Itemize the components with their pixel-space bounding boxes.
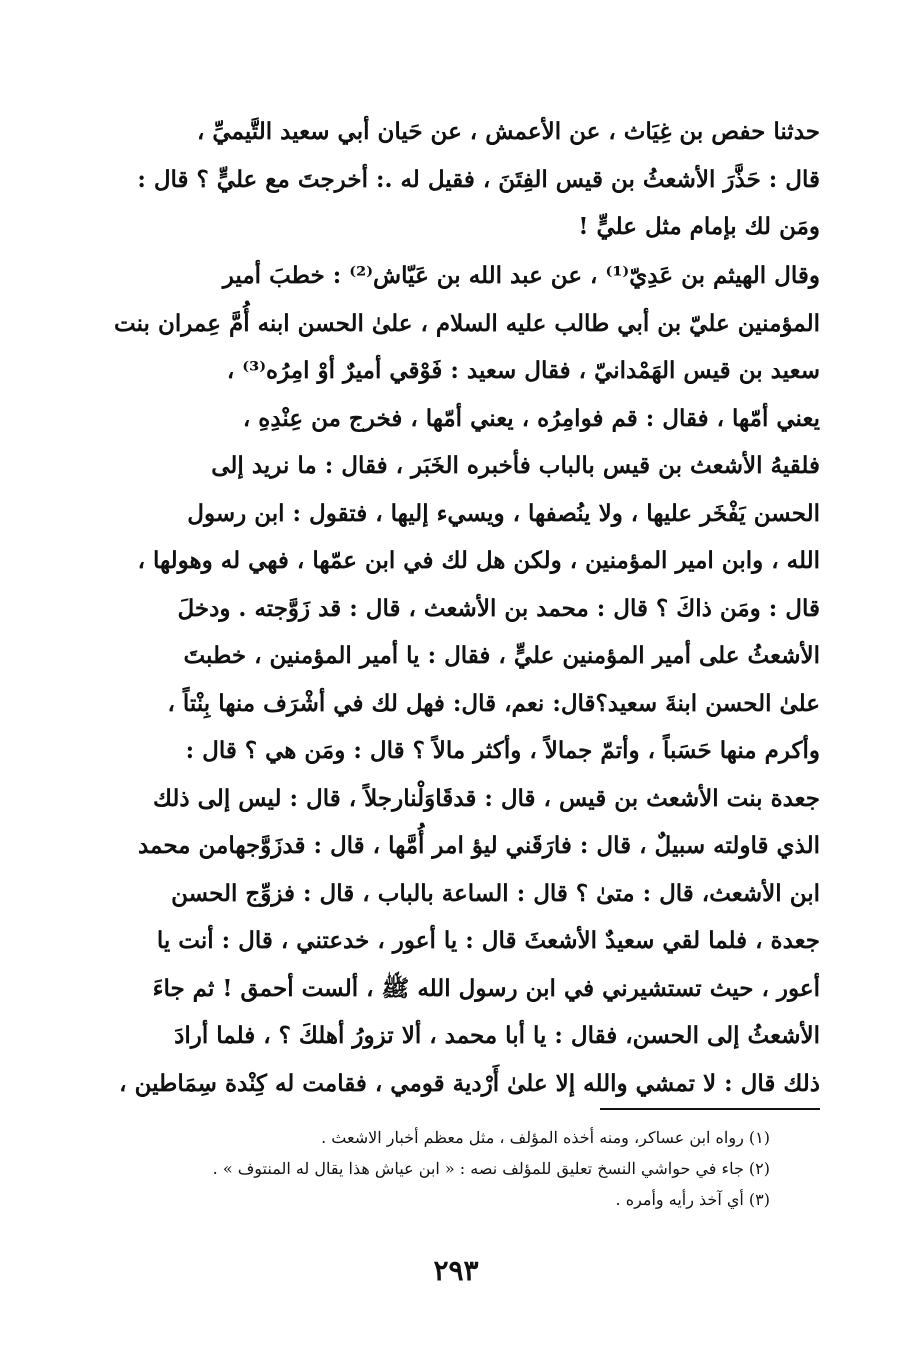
text-line: علىٰ الحسن ابنةَ سعيد؟قال: نعم، قال: فهل لك في أشْرَف منها بِنْتاً ، — [167, 689, 820, 717]
text-line: سعيد بن قيس الهَمْدانيّ ، فقال سعيد : فَوْقي أميرٌ أوْ امِرُه⁽³⁾ ، — [226, 357, 820, 384]
footnote-separator — [600, 1108, 820, 1110]
text-line: حدثنا حفص بن غِيَاث ، عن الأعمش ، عن حَيان أبي سعيد التَّيميِّ ، — [196, 118, 820, 145]
paragraph-2 — [95, 252, 820, 1107]
text-line: قال : حَذَّرَ الأشعثُ بن قيس الفِتَنَ ، فقيل له .: أخرجتَ مع عليٍّ ؟ قال : — [137, 165, 820, 193]
footnote-3: (٣) أي آخذ رأيه وأمره . — [615, 1190, 770, 1209]
text-line: وقال الهيثم بن عَدِيّ⁽¹⁾ ، عن عبد الله بن عَيّاش⁽²⁾ : خطبَ أمير — [222, 262, 820, 289]
footnote-2: (٢) جاء في حواشي النسخ تعليق للمؤلف نصه : « ابن عياش هذا يقال له المنتوف » . — [212, 1159, 770, 1178]
text-line: يعني أمّها ، فقال : قم فوامِرُه ، يعني أمّها ، فخرج من عِنْدِهِ ، — [242, 404, 820, 432]
text-line: الله ، وابن امير المؤمنين ، ولكن هل لك في ابن عمّها ، فهي له وهولها ، — [137, 547, 820, 574]
footnote-1: (١) رواه ابن عساكر، ومنه أخذه المؤلف ، مثل معظم أخبار الاشعث . — [321, 1128, 770, 1147]
text-line: قال : ومَن ذاكَ ؟ قال : محمد بن الأشعث ، قال : قد زَوَّجته . ودخلَ — [177, 594, 820, 622]
text-line: ذلك قال : لا تمشي والله إلا علىٰ أَرْدية قومي ، فقامت له كِنْدة سِمَاطين ، — [119, 1069, 820, 1097]
text-line: فلقيهُ الأشعث بن قيس بالباب فأخبره الخَبَر ، فقال : ما نريد إلى — [211, 452, 820, 479]
footnotes — [95, 1122, 770, 1215]
page-number: ٢٩٣ — [433, 1254, 479, 1287]
paragraph-1 — [95, 108, 820, 251]
text-line: جعدة بنت الأشعث بن قيس ، قال : قدقَاوَلْنارجلاً ، قال : ليس إلى ذلك — [153, 784, 820, 812]
text-line: جعدة ، فلما لقي سعيدٌ الأشعثَ قال : يا أعور ، خدعتني ، قال : أنت يا — [156, 927, 820, 954]
text-line: الذي قاولته سبيلٌ ، قال : فارَقَني ليؤ امر أُمَّها ، قال : قدزَوَّجهامن محمد — [137, 832, 820, 859]
text-line: ابن الأشعث، قال : متىٰ ؟ قال : الساعة بالباب ، قال : فزوِّج الحسن — [171, 879, 820, 907]
text-line: أعور ، حيث تستشيرني في ابن رسول الله ﷺ ، ألست أحمق ! ثم جاءَ — [152, 974, 820, 1002]
text-line: الأشعثُ على أمير المؤمنين عليٍّ ، فقال : يا أمير المؤمنين ، خطبتَ — [183, 642, 820, 669]
text-line: وأكرم منها حَسَباً ، وأتمّ جمالاً ، وأكثر مالاً ؟ قال : ومَن هي ؟ قال : — [185, 737, 820, 764]
text-line: الحسن يَفْخَر عليها ، ولا ينُصفها ، ويسيء إليها ، فتقول : ابن رسول — [187, 499, 820, 527]
text-line: المؤمنين عليّ بن أبي طالب عليه السلام ، علىٰ الحسن ابنه أُمَّ عِمران بنت — [114, 309, 820, 337]
text-line: الأشعثُ إلى الحسن، فقال : يا أبا محمد ، ألا تزورُ أهلكَ ؟ ، فلما أرادَ — [174, 1022, 820, 1049]
text-line: ومَن لك بإمام مثل عليٍّ ! — [578, 213, 820, 240]
